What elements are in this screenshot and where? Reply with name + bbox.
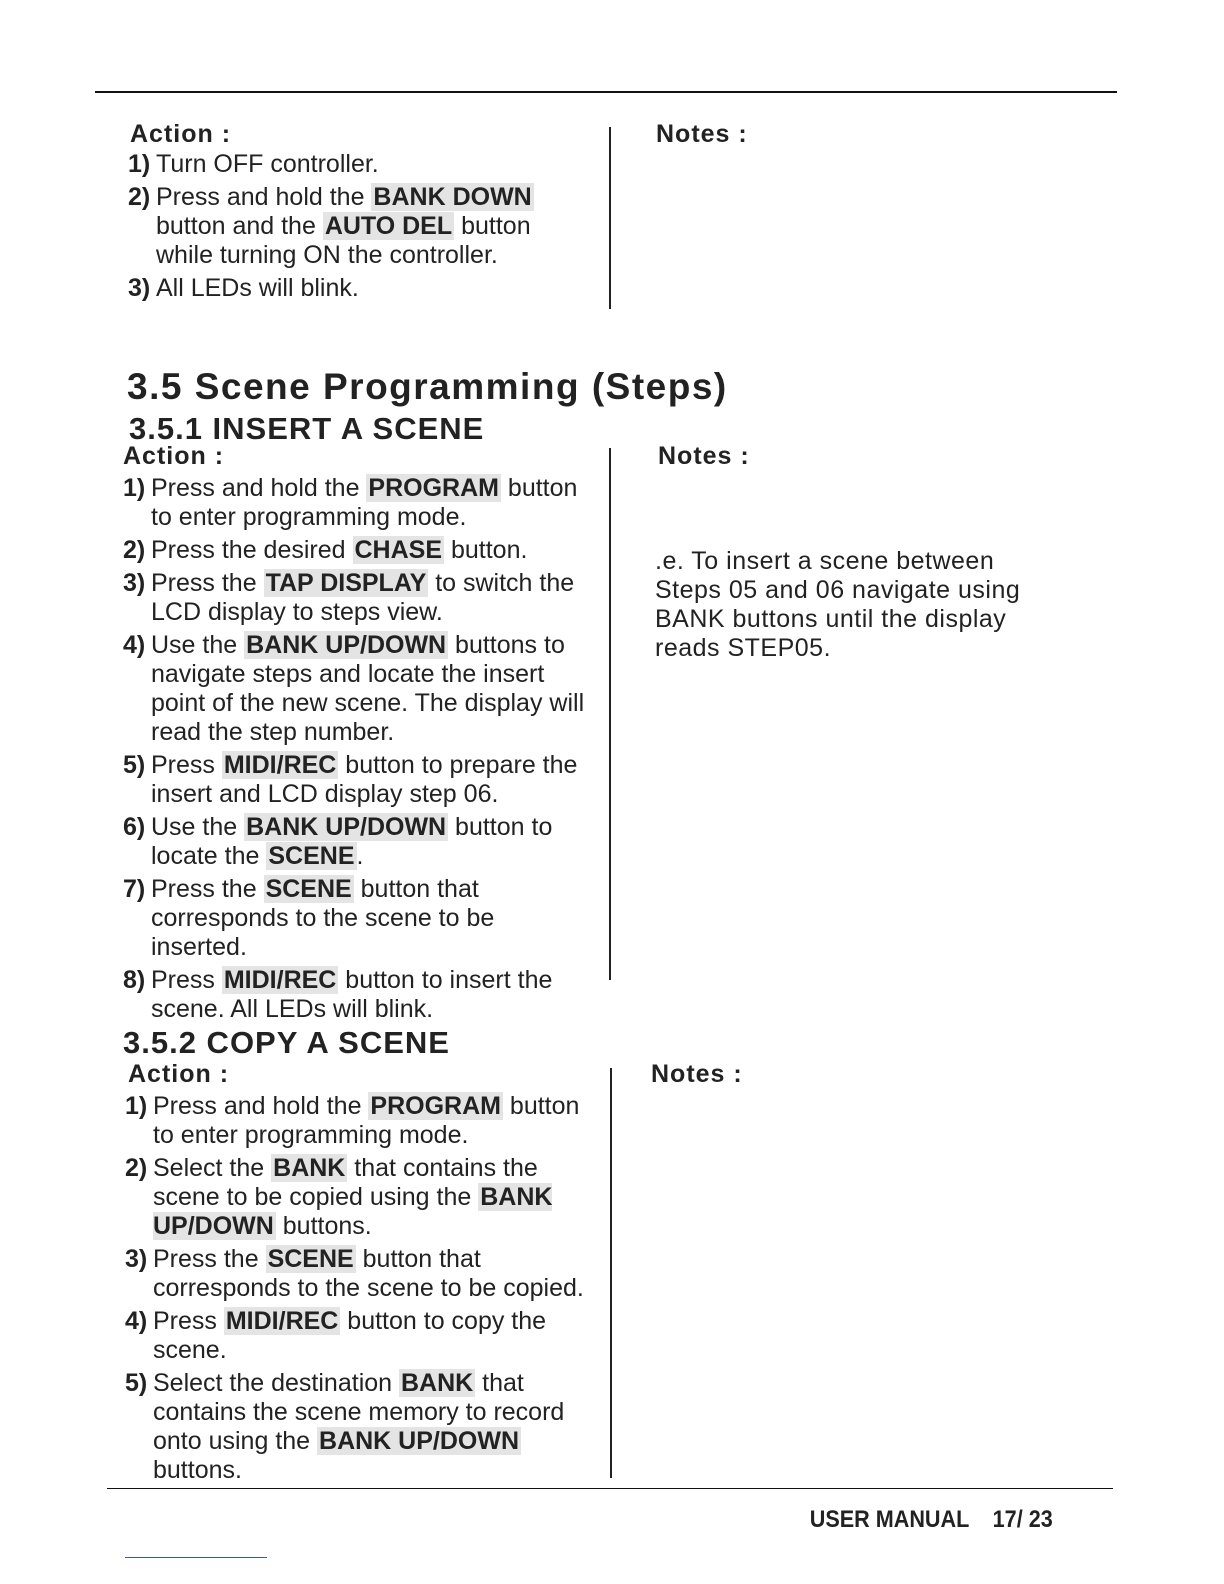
- step-text: Press the: [151, 569, 264, 597]
- step-text: button that corresponds to the scene to be inserted.: [151, 875, 495, 961]
- step-text: Press: [151, 966, 222, 994]
- step-text: button while turning ON the controller.: [156, 212, 531, 269]
- step-item: [125, 1369, 600, 1485]
- step-text: button to enter programming mode.: [151, 474, 578, 531]
- button-name-highlight: BANK UP/DOWN: [319, 1427, 520, 1455]
- note-text: .e. To insert a scene between Steps 05 and 06 navigate using BANK buttons until the display reads STEP05.: [655, 547, 1021, 662]
- step-number: 2): [123, 536, 146, 564]
- step-text: Press the: [153, 1245, 266, 1273]
- top-rule: [95, 91, 1117, 93]
- step-list: [128, 150, 578, 307]
- step-text: Press: [153, 1307, 224, 1335]
- button-name-highlight: BANK: [273, 1154, 346, 1182]
- bottom-rule: [107, 1488, 1113, 1489]
- step-number: 1): [125, 1092, 148, 1120]
- step-text: buttons to navigate steps and locate the insert point of the new scene. The display will read the step number.: [151, 631, 585, 746]
- button-name-highlight: SCENE: [267, 1245, 354, 1273]
- step-text: Press the: [151, 875, 264, 903]
- step-text: Press and hold the: [153, 1092, 369, 1120]
- button-name-highlight: BANK DOWN: [373, 183, 532, 211]
- step-text: Select the destination: [153, 1369, 399, 1397]
- step-text: button to insert the scene. All LEDs will blink.: [151, 966, 553, 1023]
- step-text: button and the: [156, 212, 323, 240]
- footer-label: USER MANUAL: [809, 1506, 969, 1533]
- step-number: 4): [123, 631, 146, 659]
- step-number: 7): [123, 875, 146, 903]
- notes-label: Notes :: [656, 120, 748, 148]
- step-text: that contains the scene memory to record onto using the: [153, 1369, 565, 1455]
- action-label: Action :: [128, 1060, 230, 1088]
- step-text: All LEDs will blink.: [156, 274, 359, 302]
- step-number: 3): [128, 274, 151, 302]
- notes-label: Notes :: [658, 442, 750, 470]
- subsection-title-insert: 3.5.1 INSERT A SCENE: [129, 411, 485, 446]
- button-name-highlight: AUTO DEL: [324, 212, 453, 240]
- page-number: 17/ 23: [992, 1506, 1053, 1533]
- section-title: 3.5 Scene Programming (Steps): [127, 366, 728, 407]
- step-item: [123, 474, 593, 532]
- step-number: 6): [123, 813, 146, 841]
- step-item: [125, 1307, 600, 1365]
- step-item: [123, 813, 593, 871]
- step-item: [125, 1154, 600, 1241]
- step-text: that contains the scene to be copied using the: [153, 1154, 538, 1211]
- step-item: [123, 966, 593, 1024]
- step-text: Press and hold the: [156, 183, 372, 211]
- bottom-link-line: [125, 1557, 267, 1558]
- step-number: 1): [128, 150, 151, 178]
- step-number: 8): [123, 966, 146, 994]
- action-label: Action :: [123, 442, 225, 470]
- button-name-highlight: TAP DISPLAY: [265, 569, 427, 597]
- step-item: [123, 751, 593, 809]
- step-text: buttons.: [153, 1456, 242, 1484]
- step-text: Press: [151, 751, 222, 779]
- column-divider: [610, 1068, 612, 1478]
- step-item: [123, 569, 593, 627]
- step-item: [125, 1245, 600, 1303]
- button-name-highlight: MIDI/REC: [223, 751, 337, 779]
- button-name-highlight: PROGRAM: [368, 474, 499, 502]
- button-name-highlight: MIDI/REC: [225, 1307, 339, 1335]
- step-item: [128, 150, 578, 179]
- step-text: button to prepare the insert and LCD display step 06.: [151, 751, 578, 808]
- step-text: Use the: [151, 631, 245, 659]
- step-text: button.: [444, 536, 528, 564]
- step-item: [128, 274, 578, 303]
- step-number: 3): [125, 1245, 148, 1273]
- column-divider: [609, 448, 611, 980]
- step-text: button to locate the: [151, 813, 553, 870]
- notes-label: Notes :: [651, 1060, 743, 1088]
- step-item: [123, 536, 593, 565]
- button-name-highlight: BANK UP/DOWN: [246, 631, 447, 659]
- column-divider: [609, 127, 611, 309]
- step-number: 3): [123, 569, 146, 597]
- step-text: Use the: [151, 813, 245, 841]
- action-label: Action :: [130, 120, 232, 148]
- button-name-highlight: SCENE: [268, 842, 355, 870]
- step-item: [123, 631, 593, 747]
- button-name-highlight: BANK UP/DOWN: [153, 1183, 553, 1240]
- step-number: 2): [125, 1154, 148, 1182]
- step-list: [125, 1092, 600, 1489]
- step-text: .: [356, 842, 364, 870]
- button-name-highlight: BANK: [401, 1369, 474, 1397]
- step-number: 5): [123, 751, 146, 779]
- button-name-highlight: CHASE: [354, 536, 443, 564]
- step-number: 1): [123, 474, 146, 502]
- step-text: Press and hold the: [151, 474, 367, 502]
- step-text: Press the desired: [151, 536, 353, 564]
- step-text: button to copy the scene.: [153, 1307, 547, 1364]
- step-list: [123, 474, 593, 1028]
- step-text: button that corresponds to the scene to be copied.: [153, 1245, 584, 1302]
- step-text: Select the: [153, 1154, 272, 1182]
- step-text: buttons.: [275, 1212, 372, 1240]
- button-name-highlight: PROGRAM: [370, 1092, 501, 1120]
- subsection-title-copy: 3.5.2 COPY A SCENE: [123, 1025, 450, 1060]
- step-number: 2): [128, 183, 151, 211]
- button-name-highlight: MIDI/REC: [223, 966, 337, 994]
- step-item: [123, 875, 593, 962]
- button-name-highlight: BANK UP/DOWN: [246, 813, 447, 841]
- step-item: [128, 183, 578, 270]
- step-number: 5): [125, 1369, 148, 1397]
- step-text: Turn OFF controller.: [156, 150, 379, 178]
- step-text: button to enter programming mode.: [153, 1092, 580, 1149]
- button-name-highlight: SCENE: [265, 875, 352, 903]
- step-text: to switch the LCD display to steps view.: [151, 569, 575, 626]
- step-number: 4): [125, 1307, 148, 1335]
- step-item: [125, 1092, 600, 1150]
